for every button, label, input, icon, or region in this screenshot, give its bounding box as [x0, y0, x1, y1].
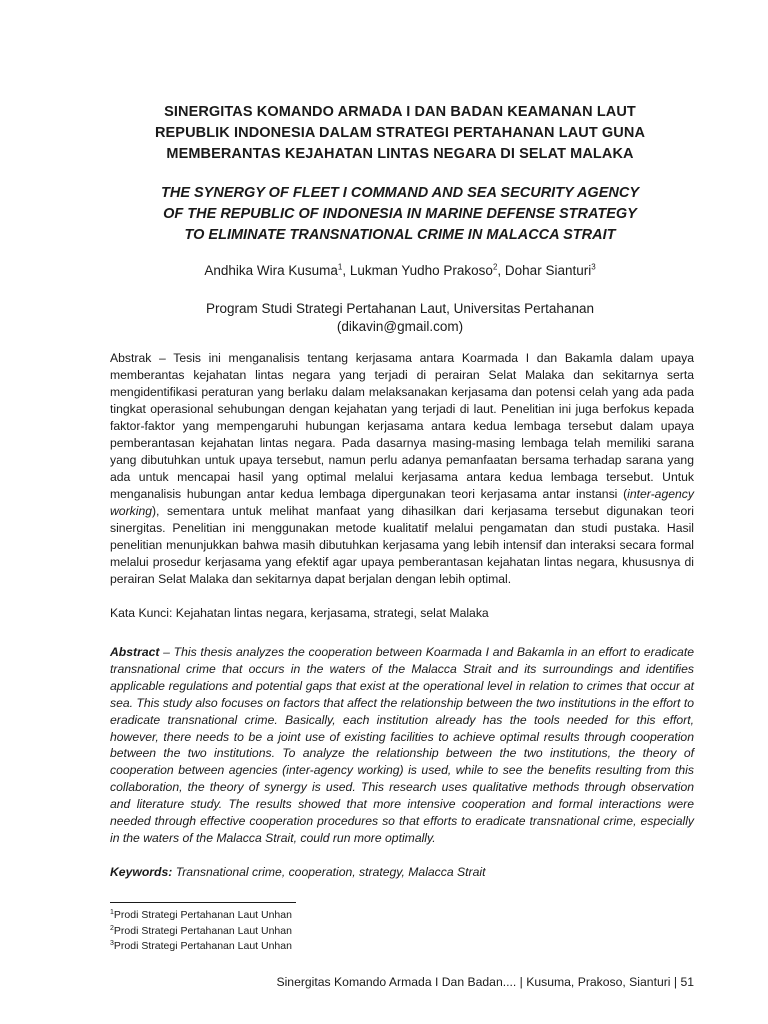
author-affiliation-mark: 1 [337, 262, 343, 272]
footnote-text: Prodi Strategi Pertahanan Laut Unhan [113, 909, 292, 921]
footnote-number: 1 [110, 909, 114, 916]
author-list [110, 262, 690, 280]
affiliation-email[interactable]: (dikavin@gmail.com) [336, 319, 464, 334]
keywords-indonesian: Kata Kunci: Kejahatan lintas negara, kerjasama, strategi, selat Malaka [110, 606, 489, 620]
title-english [110, 183, 690, 246]
footnote-text: Prodi Strategi Pertahanan Laut Unhan [113, 940, 292, 952]
footnote [110, 939, 510, 955]
title-id-line: MEMBERANTAS KEJAHATAN LINTAS NEGARA DI SELAT MALAKA [166, 146, 634, 162]
abstrak-italic-term: inter-agency working [110, 487, 694, 518]
abstract-english [110, 644, 694, 847]
abstrak-text: Abstrak – Tesis ini menganalisis tentang kerjasama antara Koarmada I dan Bakamla dalam upaya memberantas kejahatan lintas negara yang terjadi di perairan Selat Malaka dan sekitarnya serta mengidentifikasi peraturan yang berlaku dalam melaksanakan kerjasama dan potensi celah yang ada pada tingkat operasional sehubungan dengan kejahatan yang terjadi di laut. Penelitian ini juga berfokus kepada faktor-faktor yang mempengaruhi hubungan kerjasama antara kedua lembaga tersebut dalam upaya pemberantasan kejahatan lintas negara. Pada dasarnya masing-masing lembaga telah memiliki sarana yang dibutuhkan untuk upaya tersebut, namun perlu adanya pemanfaatan bersama terhadap sarana yang ada untuk mencapai hasil yang optimal melalui kerjasama antara kedua lembaga tersebut. Untuk menganalisis hubungan antar kedua lembaga dipergunakan teori kerjasama antar instansi ( [110, 351, 694, 501]
keywords-text: Transnational crime, cooperation, strategy, Malacca Strait [172, 865, 486, 879]
title-en-line: THE SYNERGY OF FLEET I COMMAND AND SEA SECURITY AGENCY [160, 185, 639, 201]
footnote [110, 924, 510, 940]
affiliation [110, 300, 690, 336]
abstract-text: – This thesis analyzes the cooperation between Koarmada I and Bakamla in an effort to eradicate transnational crime that occurs in the waters of the Malacca Strait and its surroundings and identifies applicable regulations and potential gaps that exist at the operational level in relation to crimes that occur at sea. This study also focuses on factors that affect the relationship between the two institutions in the effort to eradicate transnational crime. Basically, each institution already has the tools needed for this effort, however, there needs to be a joint use of existing facilities to achieve optimal results through cooperation between the two institutions. To analyze the relationship between the two institutions, the theory of cooperation between agencies (inter-agency working) is used, while to see the benefits resulting from this collaboration, the theory of synergy is used. This research uses qualitative methods through observation and literature study. The results showed that more intensive cooperation and formal interactions were needed through effective cooperation procedures so that efforts to eradicate transnational crime, especially in the waters of the Malacca Strait, could run more optimally. [110, 645, 694, 845]
author-separator: , [342, 263, 350, 278]
author-name: Dohar Sianturi [504, 263, 592, 278]
abstract-indonesian [110, 350, 694, 588]
title-en-line: OF THE REPUBLIC OF INDONESIA IN MARINE DEFENSE STRATEGY [163, 206, 637, 222]
footnote-number: 2 [110, 924, 114, 932]
footnote-divider [110, 902, 296, 903]
abstrak-text: ), sementara untuk melihat manfaat yang dihasilkan dari kerjasama tersebut digunakan teori sinergitas. Penelitian ini menggunakan metode kualitatif melalui pengamatan dan studi pustaka. Hasil penelitian menunjukkan bahwa masih dibutuhkan kerjasama yang lebih intensif dan interaksi secara formal melalui prosedur kerjasama yang efektif agar upaya pemberantasan kejahatan lintas negara, khususnya di perairan Selat Malaka dan sekitarnya dapat berjalan dengan lebih optimal. [110, 504, 694, 586]
author-affiliation-mark: 3 [591, 262, 596, 272]
keywords-english [110, 864, 694, 881]
author-affiliation-mark: 2 [492, 262, 498, 272]
keywords-label: Keywords: [110, 865, 173, 879]
abstract-label: Abstract [110, 645, 160, 659]
author-name: Andhika Wira Kusuma [204, 263, 338, 278]
footnote [110, 908, 510, 924]
title-indonesian [110, 102, 690, 165]
running-footer: Sinergitas Komando Armada I Dan Badan.... | Kusuma, Prakoso, Sianturi | 51 [276, 975, 694, 989]
footnotes [110, 908, 510, 955]
title-id-line: SINERGITAS KOMANDO ARMADA I DAN BADAN KEAMANAN LAUT [164, 104, 636, 120]
author-name: Lukman Yudho Prakoso [349, 263, 493, 278]
title-id-line: REPUBLIK INDONESIA DALAM STRATEGI PERTAHANAN LAUT GUNA [154, 125, 646, 141]
title-en-line: TO ELIMINATE TRANSNATIONAL CRIME IN MALACCA STRAIT [184, 227, 616, 243]
footnote-text: Prodi Strategi Pertahanan Laut Unhan [113, 924, 292, 937]
author-separator: , [497, 263, 505, 278]
affiliation-institution: Program Studi Strategi Pertahanan Laut, Universitas Pertahanan [206, 301, 594, 316]
footnote-number: 3 [110, 940, 114, 947]
